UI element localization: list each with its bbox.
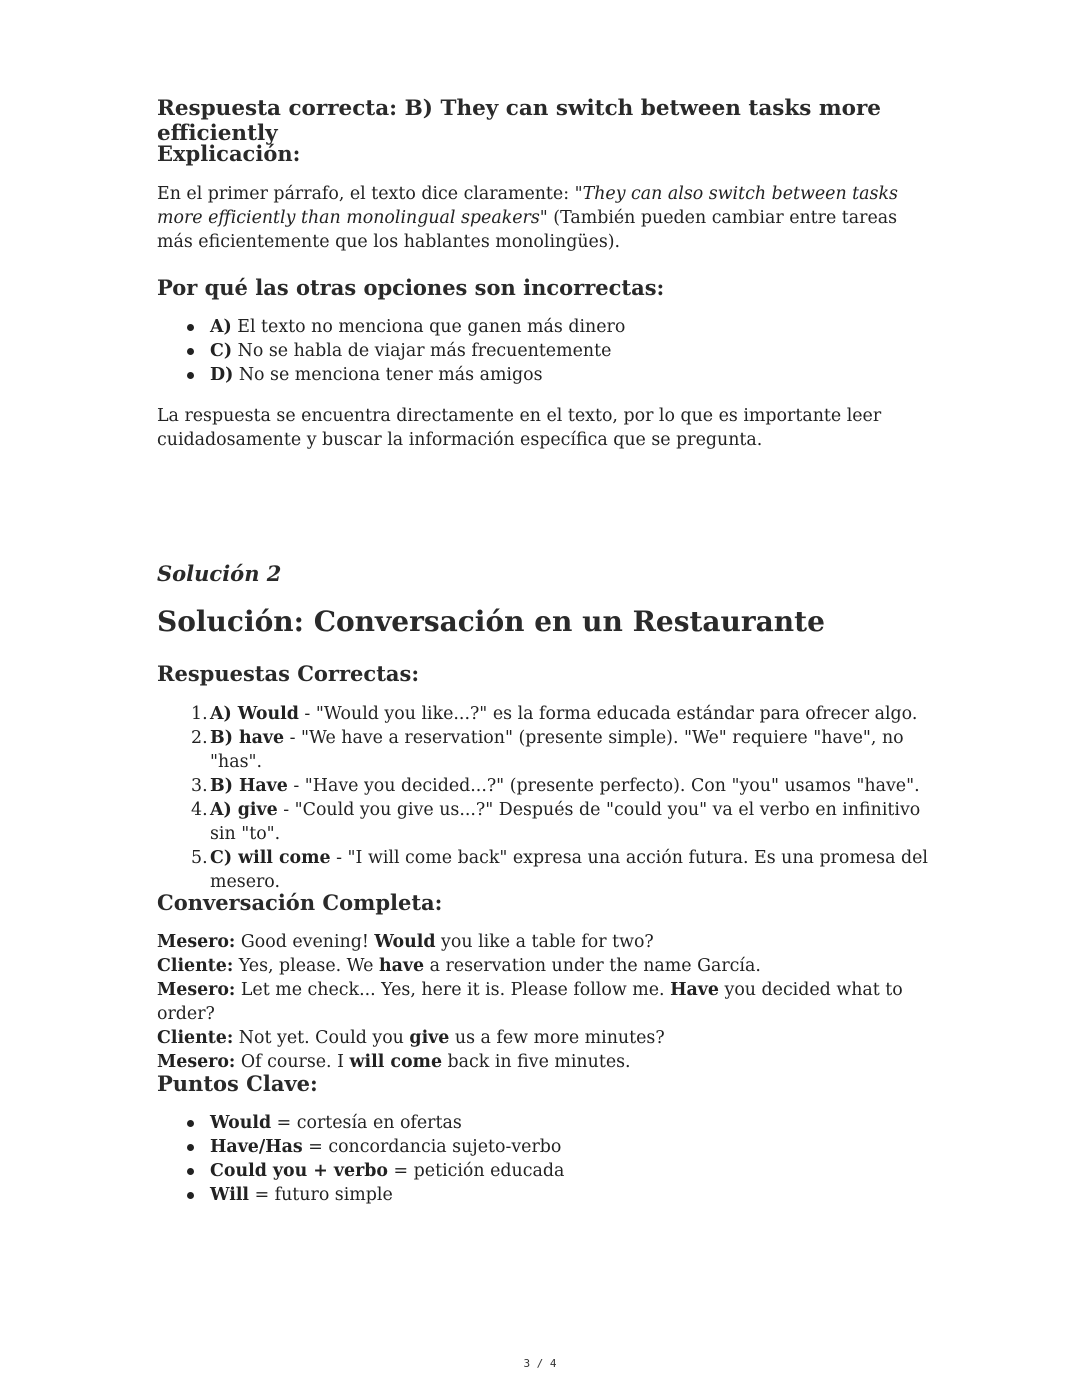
explanation-heading: Explicación: [157, 141, 301, 166]
answers-list [157, 702, 930, 894]
list-item: Have/Has = concordancia sujeto-verbo [157, 1135, 930, 1159]
explanation-intro: En el primer párrafo, el texto dice claramente: [157, 184, 575, 204]
list-item: Could you + verbo = petición educada [157, 1159, 930, 1183]
conversation-line: Mesero: Let me check... Yes, here it is. Please follow me. Have you decided what to order? [157, 980, 903, 1024]
solution-label: Solución 2 [157, 561, 282, 586]
list-item: 5. C) will come - "I will come back" expresa una acción futura. Es una promesa del mesero. [191, 848, 928, 892]
incorrect-options-heading: Por qué las otras opciones son incorrectas: [157, 275, 665, 300]
conversation-line: Cliente: Not yet. Could you give us a few more minutes? [157, 1028, 665, 1048]
list-item: 4. A) give - "Could you give us...?" Después de "could you" va el verbo en infinitivo sin "to". [191, 800, 921, 844]
conclusion-paragraph: La respuesta se encuentra directamente en el texto, por lo que es importante leer cuidadosamente y buscar la información específica que se pregunta. [157, 406, 882, 450]
answer-heading [157, 96, 930, 146]
list-item: C) No se habla de viajar más frecuentemente [157, 339, 930, 363]
incorrect-options-list [157, 315, 930, 387]
answer-value: B) They can switch between tasks more efficiently [157, 96, 881, 146]
list-item: Will = futuro simple [157, 1183, 930, 1207]
explanation-quote: "They can also switch between tasks more efficiently than monolingual speakers" [157, 184, 898, 228]
solution-title: Solución: Conversación en un Restaurante [157, 605, 825, 638]
list-item: A) El texto no menciona que ganen más dinero [157, 315, 930, 339]
conversation-line: Cliente: Yes, please. We have a reservation under the name García. [157, 956, 761, 976]
list-item: 1. A) Would - "Would you like...?" es la forma educada estándar para ofrecer algo. [191, 704, 918, 724]
list-item: 3. B) Have - "Have you decided...?" (presente perfecto). Con "you" usamos "have". [191, 776, 920, 796]
key-points-heading: Puntos Clave: [157, 1071, 318, 1096]
conversation-line: Mesero: Of course. I will come back in five minutes. [157, 1052, 631, 1072]
explanation-translation: (También pueden cambiar entre tareas más eficientemente que los hablantes monolingües). [157, 208, 898, 252]
conversation-block [157, 930, 930, 1074]
key-points-list [157, 1111, 930, 1207]
list-item: 2. B) have - "We have a reservation" (presente simple). "We" requiere "have", no "has". [191, 728, 904, 772]
answers-heading: Respuestas Correctas: [157, 661, 420, 686]
page-number: 3 / 4 [523, 1357, 557, 1370]
conversation-line: Mesero: Good evening! Would you like a table for two? [157, 932, 654, 952]
conversation-heading: Conversación Completa: [157, 890, 443, 915]
answer-label: Respuesta correcta: [157, 96, 398, 121]
list-item: Would = cortesía en ofertas [157, 1111, 930, 1135]
explanation-paragraph [157, 182, 930, 254]
list-item: D) No se menciona tener más amigos [157, 363, 930, 387]
